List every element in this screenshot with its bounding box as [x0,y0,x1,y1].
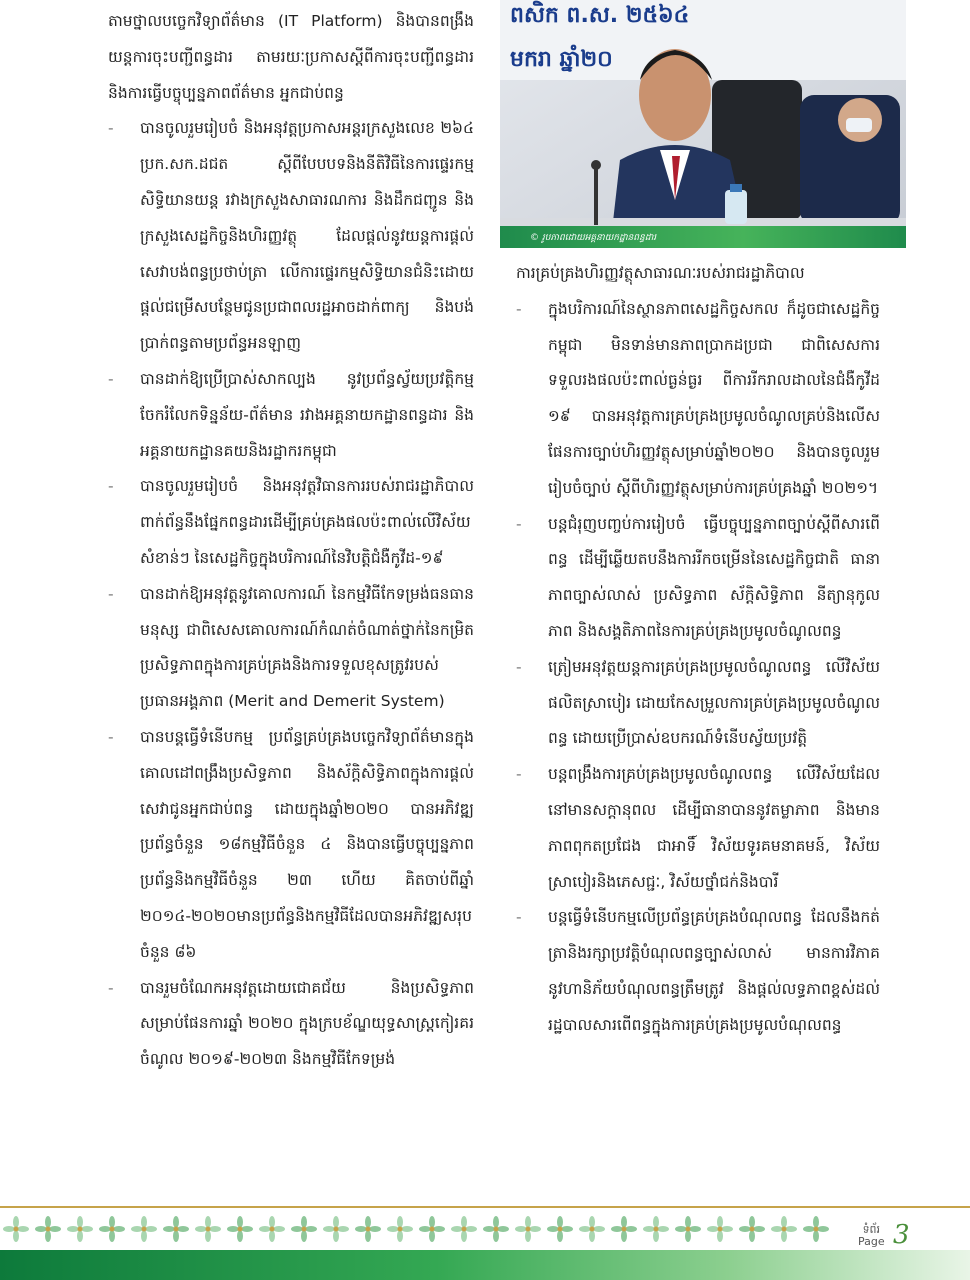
page-number: 3 [893,1220,910,1250]
list-item: - ត្រៀមអនុវត្តយន្តការគ្រប់គ្រងប្រមូលចំណូលពន្ធ លើវិស័យផលិតស្រាបៀរ ដោយកែសម្រួលការគ្រប់គ្រងប្រមូលចំណូលពន្ធ ដោយប្រើប្រាស់ឧបករណ៍ទំនើបស្វ័យប្រវត្តិ [516,657,880,748]
ornament-motif [707,1216,733,1242]
ornament-motif [67,1216,93,1242]
page-label-khmer: ទំព័រ [862,1223,881,1236]
right-text-column [516,256,880,1044]
ornament-motif [483,1216,509,1242]
ornament-motif [419,1216,445,1242]
ornament-motif [291,1216,317,1242]
ornament-motif [611,1216,637,1242]
list-item: - ក្នុងបរិការណ៍នៃស្ថានភាពសេដ្ឋកិច្ចសកល ក៏ដូចជាសេដ្ឋកិច្ចកម្ពុជា មិនទាន់មានភាពប្រាកដប្រជា ជាពិសេសការទទួលរងផលប៉ះពាល់ធ្ងន់ធ្ងរ ពីការរីករាលដាលនៃជំងឺកូវីដ ១៩ បានអនុវត្តការគ្រប់គ្រងប្រមូលចំណូលគ្រប់និងលើសផែនការច្បាប់ហិរញ្ញវត្ថុសម្រាប់ឆ្នាំ២០២០ និងបានចូលរួមរៀបចំច្បាប់ ស្តីពីហិរញ្ញវត្ថុសម្រាប់ការគ្រប់គ្រងឆ្នាំ ២០២១។ [516,299,880,497]
ornament-motif [387,1216,413,1242]
backdrop-text: ពសិក ព.ស. ២៥៦៤ [510,3,690,28]
ornament-motif [675,1216,701,1242]
ornament-motif [131,1216,157,1242]
ornament-motif [259,1216,285,1242]
list-item: - បានបន្តធ្វើទំនើបកម្ម ប្រព័ន្ធគ្រប់គ្រងបច្ចេកវិទ្យាព័ត៌មានក្នុងគោលដៅពង្រឹងប្រសិទ្ធភាព និងស័ក្តិសិទ្ធិភាពក្នុងការផ្តល់សេវាជូនអ្នកជាប់ពន្ធ ដោយក្នុងឆ្នាំ២០២០ បានអភិវឌ្ឍប្រព័ន្ធចំនួន ១៨កម្មវិធីចំនួន ៤ និងបានធ្វើបច្ចុប្បន្នភាពប្រព័ន្ធនិងកម្មវិធីចំនួន ២៣ ហើយ គិតចាប់ពីឆ្នាំ ២០១៤-២០២០មានប្រព័ន្ធនិងកម្មវិធីដែលបានអភិវឌ្ឍសរុបចំនួន ៨៦ [108,727,474,961]
list-item: - បានដាក់ឱ្យប្រើប្រាស់សាកល្បង នូវប្រព័ន្ធស្វ័យប្រវត្តិកម្មចែករំលែកទិន្នន័យ-ព័ត៌មាន រវាងអគ្គនាយកដ្ឋានពន្ធដារ និងអគ្គនាយកដ្ឋានគយនិងរដ្ឋាករកម្ពុជា [108,369,474,460]
ornament-motif [579,1216,605,1242]
list-item: - បានរួមចំណែកអនុវត្តដោយជោគជ័យ និងប្រសិទ្ធភាព សម្រាប់ផែនការឆ្នាំ ២០២០ ក្នុងក្របខ័ណ្ឌយុទ្ធសាស្ត្រកៀរគរចំណូល ២០១៩-២០២៣ និងកម្មវិធីកែទម្រង់ [108,978,474,1069]
list-item: - បានចូលរួមរៀបចំ និងអនុវត្តប្រកាសអន្តរក្រសួងលេខ ២៦៤ ប្រក.សក.ដជត ស្តីពីបែបបទនិងនីតិវិធីនៃការផ្ទេរកម្មសិទ្ធិយានយន្ត រវាងក្រសួងសាធារណការ និងដឹកជញ្ជូន និងក្រសួងសេដ្ឋកិច្ចនិងហិរញ្ញវត្ថុ ដែលផ្តល់នូវយន្តការផ្តល់សេវាបង់ពន្ធប្រថាប់ត្រា លើការផ្ទេរកម្មសិទ្ធិយានជំនិះដោយផ្តល់ជម្រើសបន្ថែមជូនប្រជាពលរដ្ឋអាចដាក់ពាក្យ និងបង់ប្រាក់ពន្ធតាមប្រព័ន្ធអនឡាញ [108,119,474,353]
list-item: - បន្តពង្រឹងការគ្រប់គ្រងប្រមូលចំណូលពន្ធ លើវិស័យដែលនៅមានសក្តានុពល ដើម្បីធានាបាននូវតម្លាភាព និងមានភាពពុកតប្រជែង ជាអាទិ៍ វិស័យទូរគមនាគមន៍, វិស័យស្រាបៀរនិងភេសជ្ជៈ, វិស័យថ្នាំជក់និងបារី [516,765,880,891]
left-intro-paragraph: តាមថ្នាលបច្ចេកវិទ្យាព័ត៌មាន (IT Platform) និងបានពង្រឹងយន្តការចុះបញ្ជីពន្ធដារ តាមរយៈប្រកាសស្តីពីការចុះបញ្ជីពន្ធដារ និងការធ្វើបច្ចុប្បន្នភាពព័ត៌មាន អ្នកជាប់ពន្ធ [108,12,474,102]
page-label-english: Page [858,1235,885,1248]
list-item: - បានចូលរួមរៀបចំ និងអនុវត្តវិធានការរបស់រាជរដ្ឋាភិបាល ពាក់ព័ន្ធនឹងផ្នែកពន្ធដារដើម្បីគ្រប់គ្រងផលប៉ះពាល់លើវិស័យសំខាន់ៗ នៃសេដ្ឋកិច្ចក្នុងបរិការណ៍នៃវិបត្តិជំងឺកូវីដ-១៩ [108,477,474,567]
list-item: - បន្តធ្វើទំនើបកម្មលើប្រព័ន្ធគ្រប់គ្រងបំណុលពន្ធ ដែលនឹងកត់ត្រានិងរក្សាប្រវត្តិបំណុលពន្ធច្បាស់លាស់ មានការវិភាគនូវហានិភ័យបំណុលពន្ធត្រឹមត្រូវ និងផ្តល់លទ្ធភាពខ្ពស់ដល់រដ្ឋបាលសារពើពន្ធក្នុងការគ្រប់គ្រងប្រមូលបំណុលពន្ធ [516,908,880,1034]
ornament-motif [3,1216,29,1242]
footer-ornament-band [0,1212,840,1246]
ornament-motif [803,1216,829,1242]
page-label [858,1224,885,1248]
list-item: - បន្តជំរុញបញ្ចប់ការរៀបចំ ធ្វើបច្ចុប្បន្នភាពច្បាប់ស្តីពីសារពើពន្ធ ដើម្បីឆ្លើយតបនឹងការរីកចម្រើននៃសេដ្ឋកិច្ចជាតិ ធានាភាពច្បាស់លាស់ ប្រសិទ្ធភាព ស័ក្តិសិទ្ធិភាព នីត្យានុកូលភាព និងសង្គតិភាពនៃការគ្រប់គ្រងប្រមូលចំណូលពន្ធ [516,514,880,640]
ornament-motif [195,1216,221,1242]
ornament-motif [323,1216,349,1242]
speaker-photo [500,0,906,248]
footer-gradient-bar [0,1250,970,1280]
photo-caption: © រូបភាពដោយអគ្គនាយកដ្ឋានពន្ធដារ [530,233,657,243]
photo-illustration [500,0,906,248]
ornament-motif [515,1216,541,1242]
ornament-motif [643,1216,669,1242]
backdrop-text: មករា ឆ្នាំ២០ [510,47,613,72]
left-text-column [108,4,474,1078]
footer-divider [0,1206,970,1208]
right-intro-paragraph: ការគ្រប់គ្រងហិរញ្ញវត្ថុសាធារណៈរបស់រាជរដ្ឋាភិបាល [516,264,805,282]
ornament-motif [35,1216,61,1242]
ornament-motif [99,1216,125,1242]
ornament-motif [227,1216,253,1242]
ornament-motif [451,1216,477,1242]
ornament-motif [547,1216,573,1242]
ornament-motif [771,1216,797,1242]
ornament-motif [739,1216,765,1242]
list-item: - បានដាក់ឱ្យអនុវត្តនូវគោលការណ៍ នៃកម្មវិធីកែទម្រង់ធនធានមនុស្ស ជាពិសេសគោលការណ៍កំណត់ចំណាត់ថ្នាក់នៃកម្រិតប្រសិទ្ធភាពក្នុងការគ្រប់គ្រងនិងការទទួលខុសត្រូវរបស់ប្រធានអង្គភាព (Merit and Demerit System) [108,584,474,711]
ornament-motif [355,1216,381,1242]
ornament-motif [163,1216,189,1242]
